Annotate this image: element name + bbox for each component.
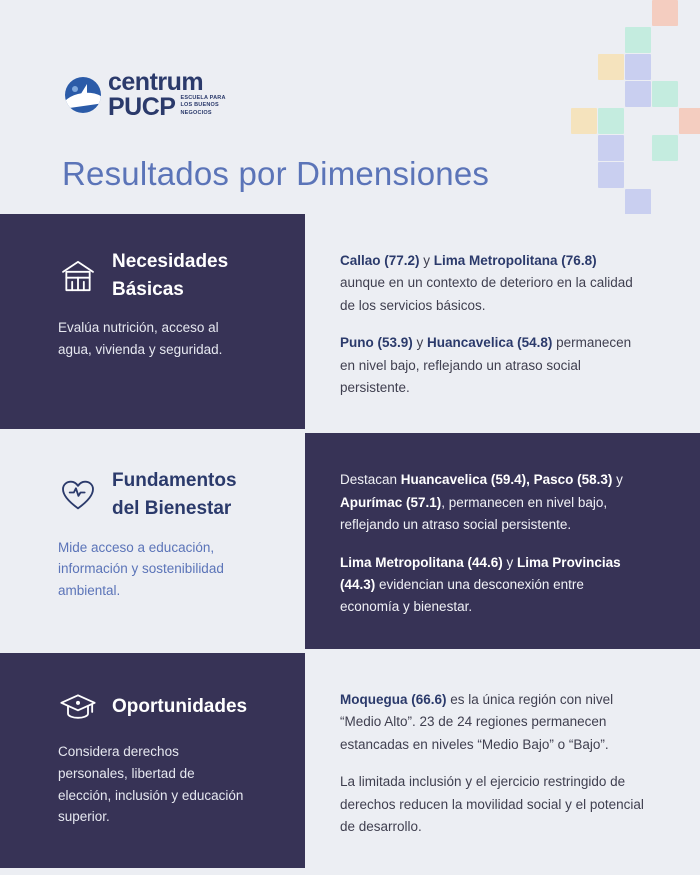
brand-logo bbox=[65, 70, 226, 120]
dimension-sections bbox=[0, 214, 700, 868]
mosaic-tile bbox=[652, 135, 678, 161]
brand-tagline-line3: NEGOCIOS bbox=[180, 109, 212, 116]
mosaic-tile bbox=[652, 54, 678, 80]
mosaic-tile bbox=[652, 27, 678, 53]
brand-logo-top: centrum bbox=[108, 68, 204, 96]
dimension-title bbox=[112, 467, 237, 522]
brand-tagline-line1: ESCUELA PARA bbox=[180, 95, 226, 101]
mosaic-tile bbox=[598, 54, 624, 80]
centrum-boat-logo-icon bbox=[65, 77, 101, 113]
dimension-description: Evalúa nutrición, acceso al agua, vivienda y seguridad. bbox=[58, 320, 223, 357]
house-basic-needs-icon bbox=[58, 256, 98, 296]
dimension-detail-cell bbox=[305, 653, 700, 868]
dimension-paragraph: Callao (77.2) y Lima Metropolitana (76.8) aunque en un contexto de deterioro en la calidad de los servicios básicos. bbox=[340, 253, 633, 313]
dimension-paragraph: Destacan Huancavelica (59.4), Pasco (58.3) y Apurímac (57.1), permanecen en nivel bajo, reflejando un atraso social persistente. bbox=[340, 472, 623, 533]
dimension-row bbox=[0, 653, 700, 868]
dimension-paragraph: La limitada inclusión y el ejercicio restringido de derechos reducen la movilidad social y el potencial de desarrollo. bbox=[340, 774, 644, 834]
brand-logo-tagline bbox=[180, 95, 225, 120]
mosaic-tile bbox=[625, 162, 651, 188]
pixel-mosaic-decoration bbox=[570, 0, 700, 214]
dimension-row bbox=[0, 214, 700, 429]
dimension-title bbox=[112, 248, 228, 303]
dimension-title-line1: Oportunidades bbox=[112, 696, 248, 718]
dimension-row bbox=[0, 433, 700, 648]
dimension-title-line1: Necesidades bbox=[112, 251, 229, 272]
dimension-heading bbox=[58, 467, 247, 522]
dimension-description: Mide acceso a educación, información y sostenibilidad ambiental. bbox=[58, 539, 224, 599]
dimension-heading bbox=[58, 248, 247, 303]
dimension-description: Considera derechos personales, libertad de elección, inclusión y educación superior. bbox=[58, 743, 244, 825]
dimension-paragraph: Puno (53.9) y Huancavelica (54.8) permanecen en nivel bajo, reflejando un atraso social persistente. bbox=[340, 335, 632, 396]
mosaic-tile bbox=[652, 0, 678, 26]
dimension-title-line2: del Bienestar bbox=[112, 497, 232, 519]
brand-tagline-line2: LOS BUENOS bbox=[180, 102, 219, 109]
mosaic-tile bbox=[625, 108, 651, 134]
dimension-title-line1: Fundamentos bbox=[112, 470, 237, 492]
dimension-title bbox=[112, 693, 247, 721]
brand-logo-text bbox=[108, 70, 226, 120]
mosaic-tile bbox=[625, 27, 651, 53]
mosaic-tile bbox=[598, 162, 624, 188]
footer-spacer bbox=[0, 868, 700, 875]
heart-wellbeing-icon bbox=[58, 475, 98, 515]
dimension-paragraph: Lima Metropolitana (44.6) y Lima Provincias (44.3) evidencian una desconexión entre economía y bienestar. bbox=[340, 554, 621, 615]
dimension-summary-cell bbox=[0, 433, 305, 648]
mosaic-tile bbox=[679, 108, 700, 134]
dimension-summary-cell bbox=[0, 214, 305, 429]
page-title: Resultados por Dimensiones bbox=[62, 155, 490, 192]
mosaic-tile bbox=[625, 81, 651, 107]
mosaic-tile bbox=[598, 108, 624, 134]
mosaic-tile bbox=[571, 108, 597, 134]
mosaic-tile bbox=[598, 135, 624, 161]
dimension-summary-cell bbox=[0, 653, 305, 868]
dimension-title-line2: Básicas bbox=[112, 278, 184, 300]
dimension-detail-cell bbox=[305, 214, 700, 429]
mosaic-tile bbox=[625, 54, 651, 80]
graduation-cap-opportunities-icon bbox=[58, 687, 98, 727]
dimension-detail-cell bbox=[305, 433, 700, 648]
mosaic-tile bbox=[652, 81, 678, 107]
brand-logo-bottom: PUCP bbox=[108, 93, 176, 122]
mosaic-tile bbox=[625, 189, 651, 214]
page-header bbox=[0, 0, 700, 214]
dimension-paragraph: Moquegua (66.6) es la única región con nivel “Medio Alto”. 23 de 24 regiones permanecen estancadas en niveles “Medio Bajo” o “Bajo”. bbox=[340, 691, 614, 752]
dimension-heading bbox=[58, 687, 247, 727]
